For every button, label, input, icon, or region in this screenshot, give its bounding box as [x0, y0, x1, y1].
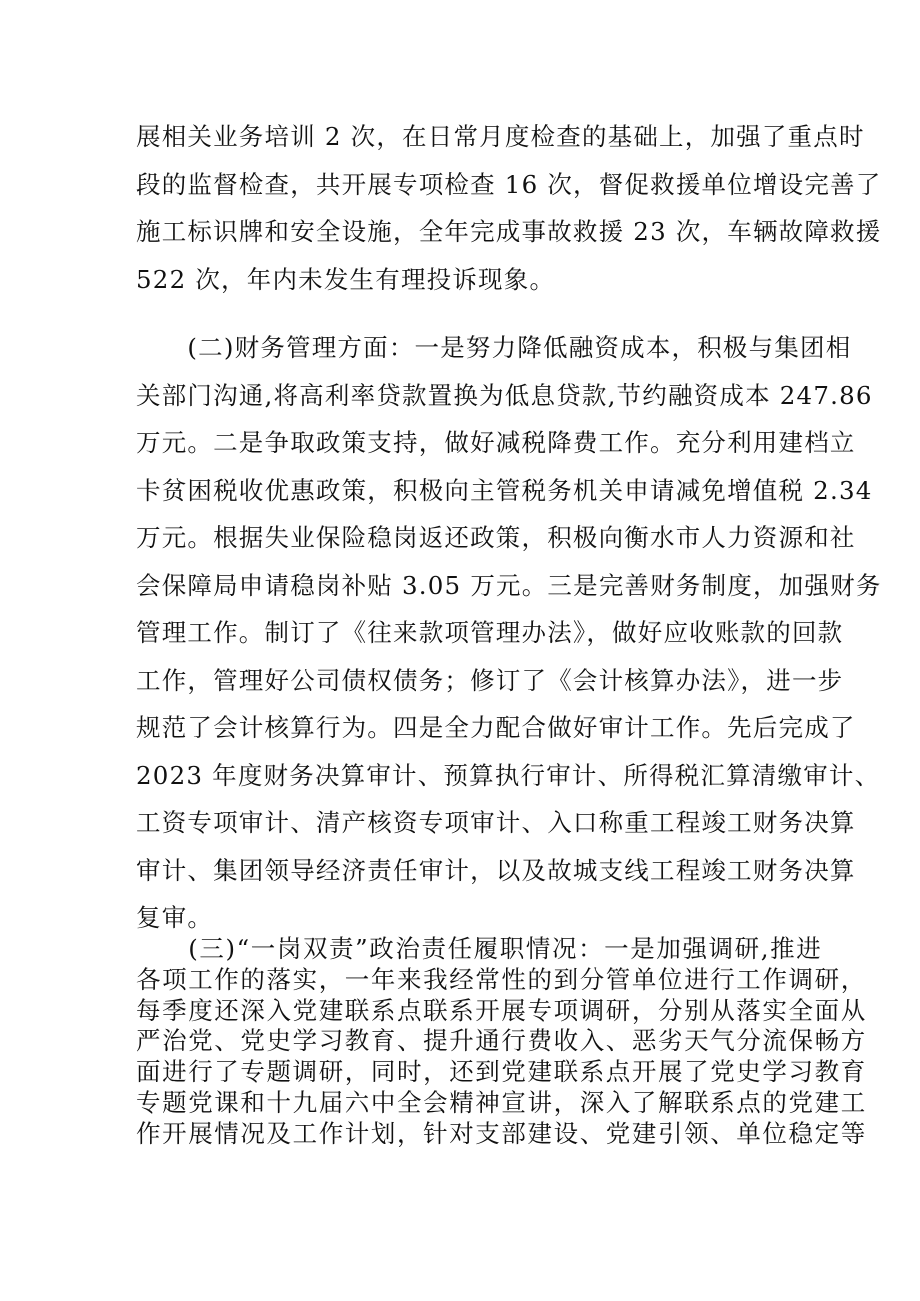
- paragraph-training-inspection: [136, 113, 882, 303]
- text-line: 万元。二是争取政策支持，做好减税降费工作。充分利用建档立: [136, 428, 856, 457]
- text-line: 万元。根据失业保险稳岗返还政策，积极向衡水市人力资源和社: [136, 523, 856, 552]
- text-line: 2023 年度财务决算审计、预算执行审计、所得税汇算清缴审计、: [136, 760, 881, 790]
- text-line: 管理工作。制订了《往来款项管理办法》，做好应收账款的回款: [136, 618, 844, 647]
- text-line: 522 次，年内未发生有理投诉现象。: [136, 264, 556, 294]
- text-line: 规范了会计核算行为。四是全力配合做好审计工作。先后完成了: [136, 713, 856, 742]
- text-line: 卡贫困税收优惠政策，积极向主管税务机关申请减免增值税 2.34: [136, 475, 873, 505]
- text-line: 会保障局申请稳岗补贴 3.05 万元。三是完善财务制度，加强财务: [136, 570, 882, 600]
- text-line: 展相关业务培训 2 次，在日常月度检查的基础上，加强了重点时: [136, 122, 865, 151]
- text-line: 复审。: [136, 903, 214, 932]
- text-line: 每季度还深入党建联系点联系开展专项调研，分别从落实全面从: [136, 995, 867, 1025]
- text-line: 关部门沟通,将高利率贷款置换为低息贷款,节约融资成本 247.86: [136, 380, 873, 410]
- text-line: (三)“一岗双责”政治责任履职情况：一是加强调研,推进: [136, 934, 823, 963]
- text-line: 段的监督检查，共开展专项检查 16 次，督促救援单位增设完善了: [136, 169, 882, 199]
- text-line: 工资专项审计、清产核资专项审计、入口称重工程竣工财务决算: [136, 808, 856, 837]
- text-line: 各项工作的落实，一年来我经常性的到分管单位进行工作调研，: [136, 964, 867, 994]
- text-line: 施工标识牌和安全设施，全年完成事故救援 23 次，车辆故障救援: [136, 217, 882, 246]
- paragraph-political-responsibility: [136, 934, 867, 1150]
- text-line: 作开展情况及工作计划，针对支部建设、党建引领、单位稳定等: [136, 1118, 867, 1148]
- text-line: 专题党课和十九届六中全会精神宣讲，深入了解联系点的党建工: [136, 1087, 867, 1117]
- text-line: 严治党、党史学习教育、提升通行费收入、恶劣天气分流保畅方: [136, 1026, 867, 1056]
- text-line: 审计、集团领导经济责任审计，以及故城支线工程竣工财务决算: [136, 855, 856, 885]
- text-line: 工作，管理好公司债权债务；修订了《会计核算办法》，进一步: [136, 665, 844, 695]
- paragraph-financial-management: [136, 324, 882, 942]
- text-line: (二)财务管理方面：一是努力降低融资成本，积极与集团相: [136, 333, 852, 362]
- text-line: 面进行了专题调研，同时，还到党建联系点开展了党史学习教育: [136, 1057, 867, 1087]
